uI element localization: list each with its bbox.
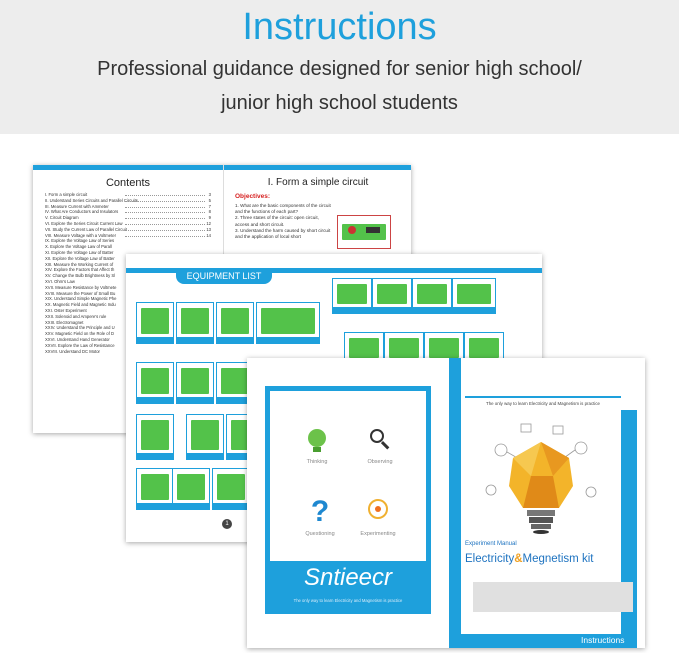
circuit-photo — [337, 215, 391, 249]
thinking-label: Thinking — [306, 459, 328, 465]
objectives-label: Objectives: — [235, 193, 271, 200]
equipment-tile — [176, 302, 214, 344]
contents-item: XVI. Ohm's Law — [45, 278, 75, 284]
chapter-title: I. Form a simple circuit — [267, 177, 369, 188]
contents-item: XXIII. Electromagnet — [45, 319, 84, 325]
equipment-tile — [136, 414, 174, 460]
contents-title: Contents — [105, 177, 151, 189]
contents-item: V. Circuit Diagram 9 — [45, 215, 211, 221]
contents-item: XIV. Explore the Factors that Affect th — [45, 267, 115, 273]
cover-tagline: The only way to learn Electricity and Magnetism is practice — [486, 401, 600, 406]
observing-label: Observing — [367, 459, 393, 465]
contents-item: IV. What Are Conductors and Insulators 8 — [45, 209, 211, 215]
subtitle-line-1: Professional guidance designed for senior high school/ — [97, 58, 582, 80]
contents-item: XXI. Oster Experiment — [45, 307, 87, 313]
objective-item: 2. Three states of the circuit: open circuit, access and short circuit. — [235, 215, 319, 227]
bulb-illustration — [461, 420, 621, 550]
objectives-text — [235, 203, 333, 240]
contents-item: XXVII. Explore the Law of Resistance — [45, 342, 115, 348]
target-icon — [368, 499, 388, 519]
contents-item: VII. Study the Current Law of Parallel Circuit 13 — [45, 226, 211, 232]
equipment-tile — [256, 302, 320, 344]
page-number: 1 — [222, 519, 232, 529]
contents-item: X. Explore the Voltage Law of Parall — [45, 244, 112, 250]
equipment-tile — [412, 278, 452, 314]
contents-item: XX. Magnetic Field and Magnetic Indu — [45, 302, 116, 308]
contents-item: IX. Explore the Voltage Law of Series — [45, 238, 115, 244]
contents-item: VI. Explore the Series Circuit Current Law 12 — [45, 220, 211, 226]
manual-spread — [247, 358, 645, 648]
experimenting-label: Experimenting — [360, 531, 396, 537]
instructions-label: Instructions — [581, 635, 625, 645]
equipment-tile — [136, 302, 174, 344]
subtitle-line-2: junior high school students — [221, 92, 458, 114]
equipment-tile — [176, 362, 214, 404]
lightbulb-icon — [308, 429, 326, 447]
contents-item: XIII. Measure the Working Current of — [45, 261, 114, 267]
contents-item: I. Form a simple circuit 3 — [45, 192, 211, 197]
cover-strip — [449, 358, 461, 648]
contents-item: XXV. Magnetic Field on the Role of D — [45, 331, 114, 337]
contents-item: XXII. Solenoid and Ampere's rule — [45, 313, 107, 319]
contents-item: II. Understand Series Circuits and Parallel Circuits 5 — [45, 197, 211, 203]
contents-item: XV. Change the Bulb Brightness by Sl — [45, 273, 116, 279]
equipment-tile — [372, 278, 412, 314]
question-mark-icon: ? — [310, 495, 330, 528]
equipment-tile — [136, 362, 174, 404]
contents-item: XI. Explore the Voltage Law of Batter — [45, 249, 114, 255]
equipment-tile — [136, 468, 174, 510]
card-tagline: The only way to learn Electricity and Magnetism is practice — [293, 598, 403, 603]
equipment-tile — [216, 302, 254, 344]
contents-item: XVIII. Measure the Power of Small Bu — [45, 290, 116, 296]
equipment-tile — [452, 278, 496, 314]
cover-page — [449, 358, 645, 648]
cover-grey-box — [473, 582, 633, 612]
equipment-tile — [172, 468, 210, 510]
contents-item: XXVIII. Understand DC Motor — [45, 348, 100, 354]
equipment-tile — [186, 414, 224, 460]
contents-item: III. Measure Current with Ammeter 7 — [45, 203, 211, 209]
objective-item: 3. Understand the harm caused by short circuit and the application of local short — [235, 227, 331, 240]
contents-item: XIX. Understand Simple Magnetic Phe — [45, 296, 117, 302]
icon-panel — [270, 391, 426, 561]
questioning-label: Questioning — [305, 531, 335, 537]
equipment-tile — [212, 468, 250, 510]
equipment-title: EQUIPMENT LIST — [176, 268, 272, 284]
contents-item: XXIV. Understand the Principle and U — [45, 325, 115, 331]
objective-item: 1. What are the basic components of the circuit and the functions of each part? — [235, 203, 331, 215]
contents-item: XVII. Measure Resistance by Voltmete — [45, 284, 117, 290]
equipment-tile — [332, 278, 372, 314]
cover-top-box — [465, 366, 621, 396]
manual-card — [265, 386, 431, 614]
contents-item: XII. Explore the Voltage Law of Batter — [45, 255, 115, 261]
kit-title: Electricity&Megnetism kit — [465, 553, 594, 565]
contents-item: VIII. Measure Voltage with a Voltmeter 14 — [45, 232, 211, 238]
brand-name: Sntieecr — [303, 564, 393, 591]
page-title: Instructions — [242, 6, 437, 48]
manual-label: Experiment Manual — [465, 541, 517, 547]
contents-item: XXVI. Understand Hand Generator — [45, 336, 110, 342]
